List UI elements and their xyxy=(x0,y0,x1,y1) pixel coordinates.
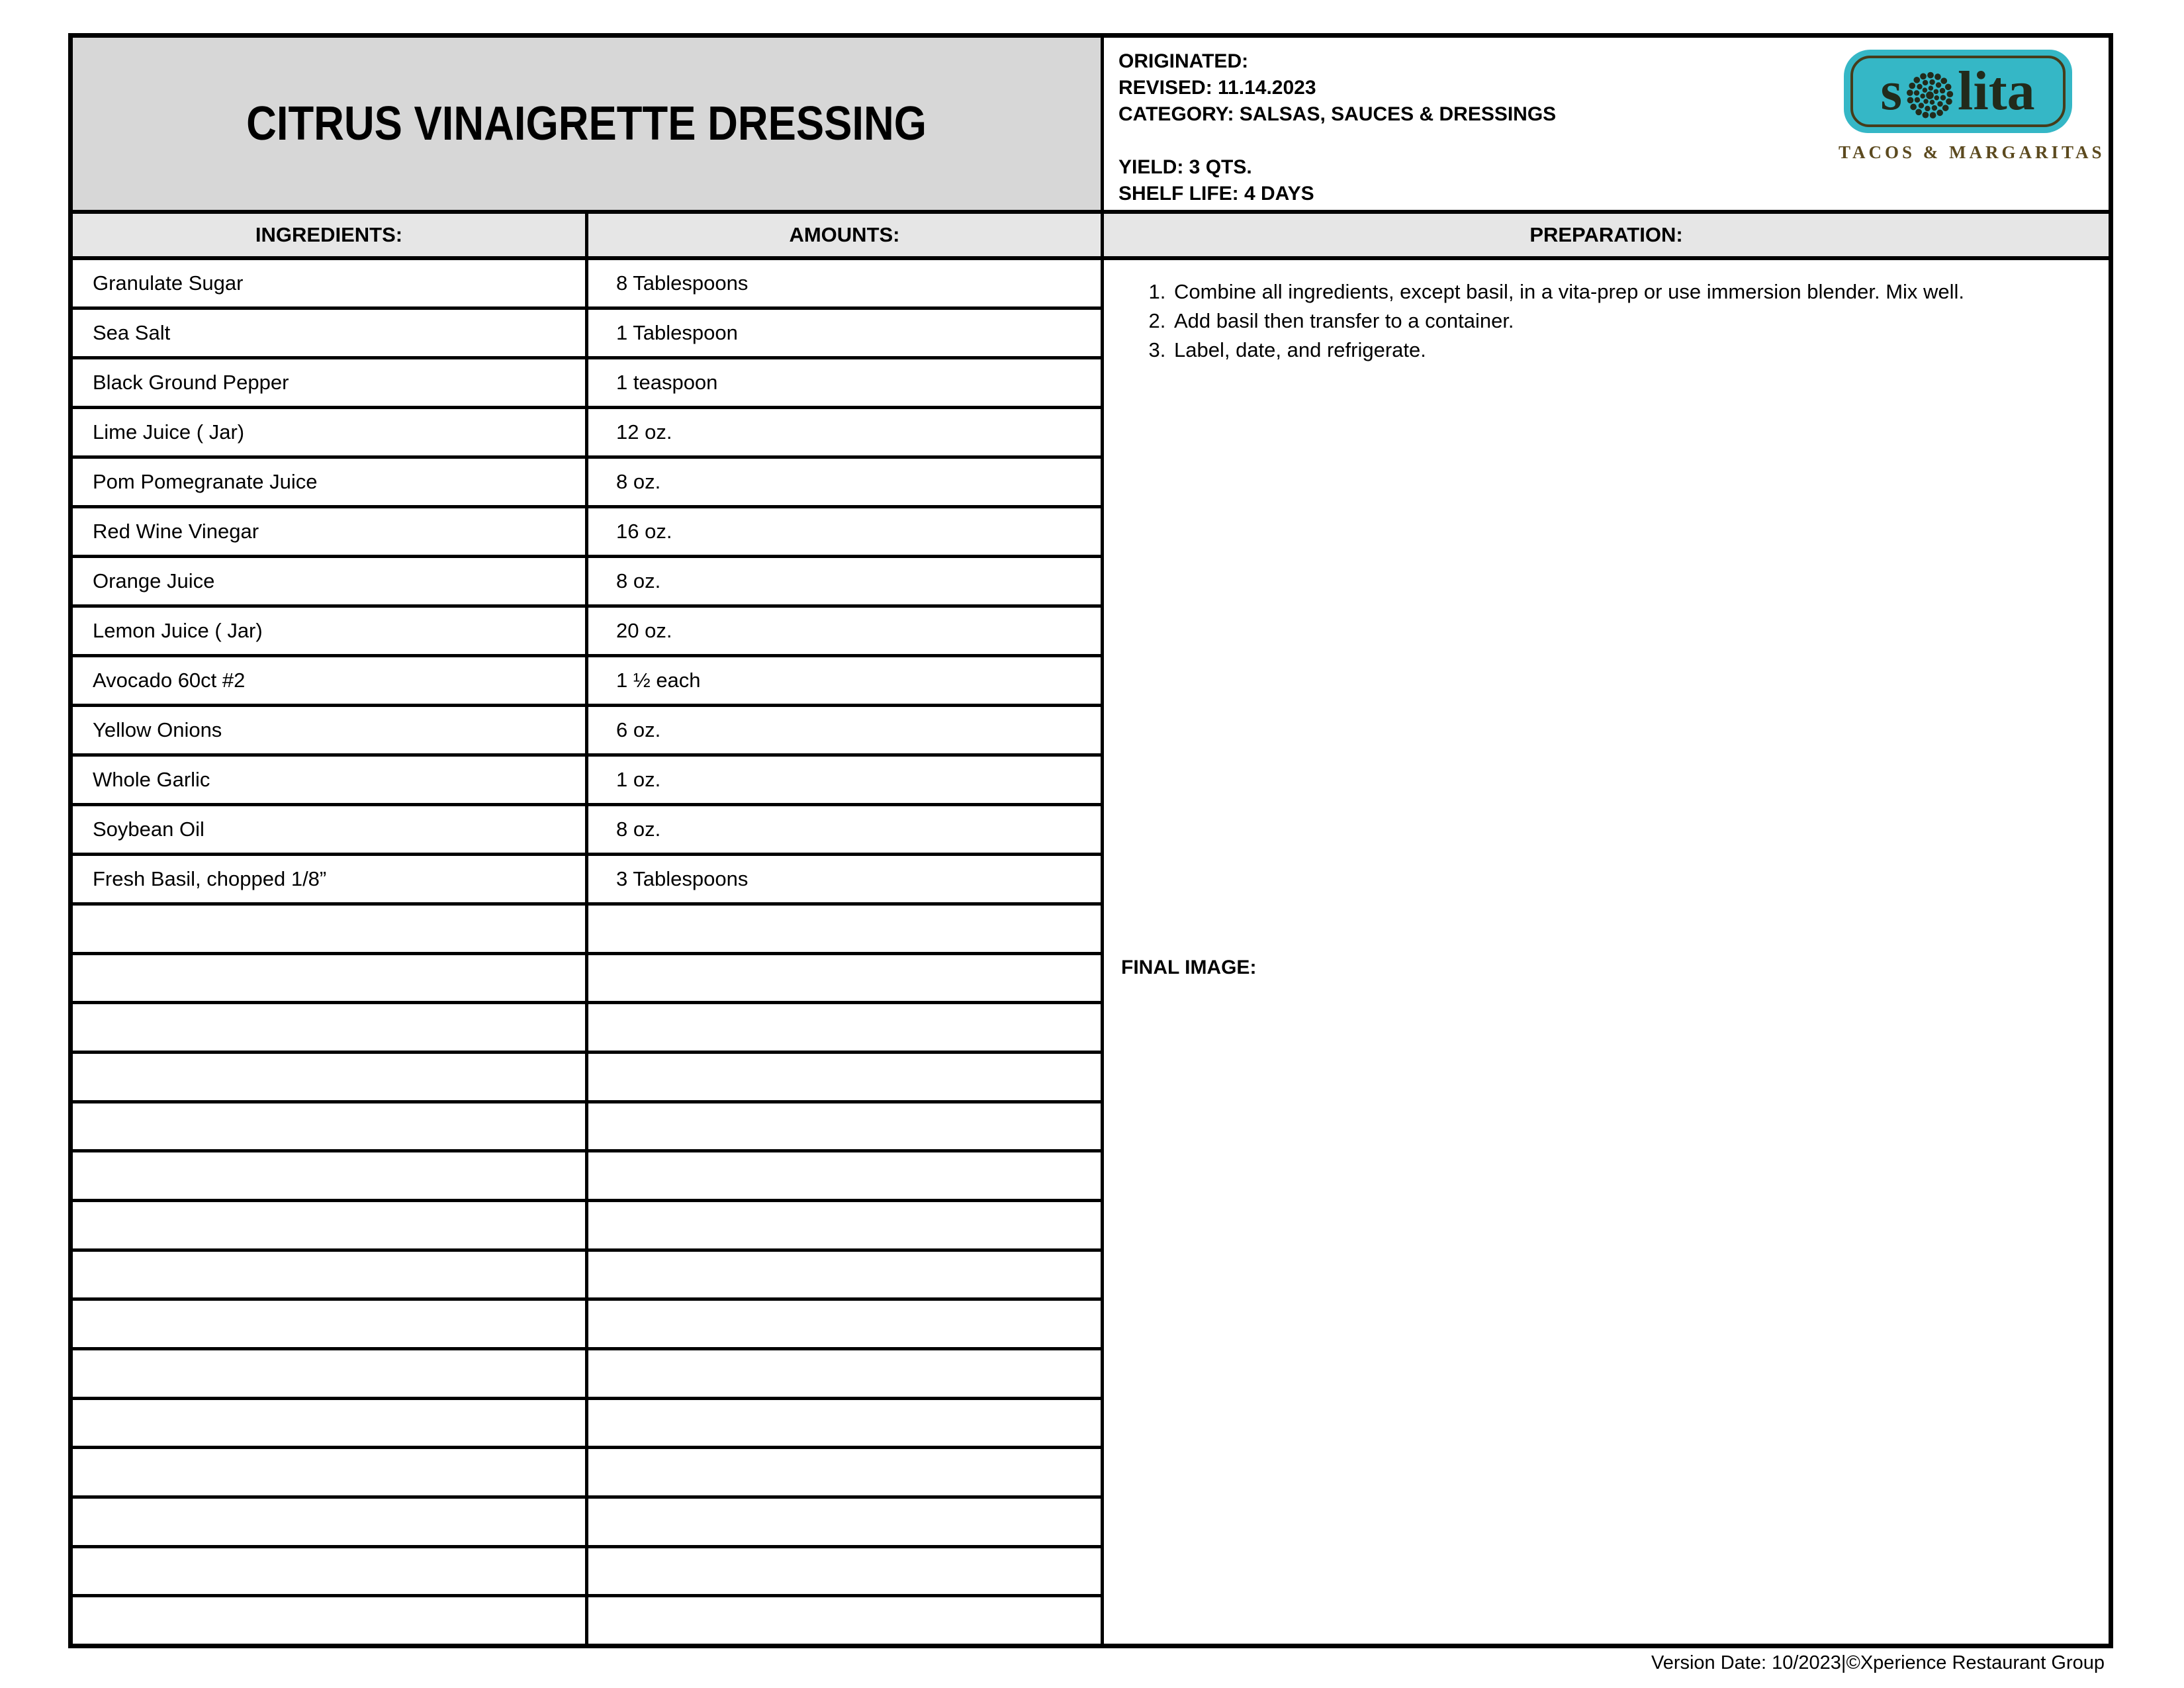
amount-cell: 8 oz. xyxy=(616,569,661,592)
meta-block xyxy=(1118,48,1556,207)
amounts-header: AMOUNTS: xyxy=(789,223,900,246)
ingredient-cell xyxy=(73,1548,588,1595)
amount-cell: 8 oz. xyxy=(616,818,661,841)
amount-cell: 3 Tablespoons xyxy=(616,867,749,890)
amount-cell xyxy=(588,1499,1101,1545)
empty-table-row xyxy=(73,1597,1101,1644)
table-row xyxy=(73,608,1101,657)
empty-table-row xyxy=(73,1054,1101,1103)
empty-table-row xyxy=(73,906,1101,955)
recipe-sheet xyxy=(68,33,2113,1648)
ingredient-cell: Black Ground Pepper xyxy=(73,359,588,406)
preparation-step: 2. Add basil then transfer to a container. xyxy=(1171,306,2109,336)
ingredient-cell xyxy=(73,1350,588,1397)
meta-line-category: CATEGORY: SALSAS, SAUCES & DRESSINGS xyxy=(1118,103,1557,125)
ingredient-cell xyxy=(73,1252,588,1298)
empty-table-row xyxy=(73,1350,1101,1400)
ingredient-cell xyxy=(73,1054,588,1100)
final-image-label: FINAL IMAGE: xyxy=(1121,957,1257,978)
table-row xyxy=(73,657,1101,707)
amount-cell xyxy=(588,1301,1101,1347)
amount-cell xyxy=(588,1548,1101,1595)
amount-cell: 8 Tablespoons xyxy=(616,271,749,295)
amount-cell: 1 oz. xyxy=(616,768,661,791)
right-column xyxy=(1104,38,2109,1644)
meta-line-originated: ORIGINATED: xyxy=(1118,50,1249,72)
empty-table-row xyxy=(73,1103,1101,1153)
empty-table-row xyxy=(73,1548,1101,1598)
ingredient-cell: Granulate Sugar xyxy=(73,260,588,306)
table-row xyxy=(73,409,1101,459)
ingredient-cell: Lemon Juice ( Jar) xyxy=(73,608,588,654)
ingredient-cell xyxy=(73,955,588,1002)
ingredient-cell: Yellow Onions xyxy=(73,707,588,753)
amount-cell xyxy=(588,906,1101,952)
left-column xyxy=(73,38,1104,1644)
ingredient-cell: Red Wine Vinegar xyxy=(73,508,588,555)
ingredient-cell: Avocado 60ct #2 xyxy=(73,657,588,704)
preparation-header: PREPARATION: xyxy=(1104,214,2109,260)
amount-cell xyxy=(588,1054,1101,1100)
table-row xyxy=(73,459,1101,508)
amount-cell: 1 ½ each xyxy=(616,669,701,692)
empty-table-row xyxy=(73,1400,1101,1450)
amount-cell: 12 oz. xyxy=(616,420,672,444)
ingredient-cell: Whole Garlic xyxy=(73,757,588,803)
preparation-body xyxy=(1104,260,2109,1644)
meta-line-shelf-life: SHELF LIFE: 4 DAYS xyxy=(1118,183,1314,205)
table-row xyxy=(73,260,1101,310)
amount-cell: 1 Tablespoon xyxy=(616,321,738,344)
amount-cell xyxy=(588,1252,1101,1298)
amount-cell xyxy=(588,1597,1101,1644)
ingredients-rows xyxy=(73,260,1101,1644)
ingredient-cell xyxy=(73,906,588,952)
table-row xyxy=(73,806,1101,856)
empty-table-row xyxy=(73,1252,1101,1301)
sunburst-o-icon xyxy=(1904,70,1956,121)
empty-table-row xyxy=(73,955,1101,1005)
amount-cell xyxy=(588,1202,1101,1248)
preparation-step: 3. Label, date, and refrigerate. xyxy=(1171,336,2109,365)
amount-cell xyxy=(588,1350,1101,1397)
table-row xyxy=(73,310,1101,359)
preparation-steps xyxy=(1104,277,2109,365)
amount-cell: 6 oz. xyxy=(616,718,661,741)
ingredient-cell xyxy=(73,1499,588,1545)
ingredient-cell: Pom Pomegranate Juice xyxy=(73,459,588,505)
ingredients-header: INGREDIENTS: xyxy=(73,214,588,256)
footer-text: Version Date: 10/2023|©Xperience Restaurant Group xyxy=(1651,1652,2105,1673)
ingredient-cell: Soybean Oil xyxy=(73,806,588,853)
page-title: CITRUS VINAIGRETTE DRESSING xyxy=(246,97,927,150)
ingredient-cell: Sea Salt xyxy=(73,310,588,356)
logo-badge xyxy=(1844,50,2072,133)
empty-table-row xyxy=(73,1152,1101,1202)
ingredient-cell xyxy=(73,1004,588,1051)
table-row xyxy=(73,707,1101,757)
column-headers xyxy=(73,214,1101,260)
amount-cell: 20 oz. xyxy=(616,619,672,642)
preparation-step: 1. Combine all ingredients, except basil, in a vita-prep or use immersion blender. Mix well. xyxy=(1171,277,2109,306)
amount-cell xyxy=(588,1152,1101,1199)
ingredient-cell xyxy=(73,1202,588,1248)
logo xyxy=(1839,50,2105,163)
table-row xyxy=(73,757,1101,806)
amount-cell xyxy=(588,955,1101,1002)
logo-wordmark xyxy=(1844,50,2072,133)
logo-wordmark-suffix: lita xyxy=(1958,60,2035,122)
empty-table-row xyxy=(73,1499,1101,1548)
ingredient-cell: Lime Juice ( Jar) xyxy=(73,409,588,455)
empty-table-row xyxy=(73,1004,1101,1054)
amount-cell: 1 teaspoon xyxy=(616,371,718,394)
ingredient-cell: Fresh Basil, chopped 1/8” xyxy=(73,856,588,902)
ingredient-cell xyxy=(73,1103,588,1150)
amount-cell xyxy=(588,1400,1101,1446)
table-row xyxy=(73,558,1101,608)
ingredient-cell xyxy=(73,1301,588,1347)
info-box xyxy=(1104,38,2109,214)
amount-cell: 8 oz. xyxy=(616,470,661,493)
meta-line-revised: REVISED: 11.14.2023 xyxy=(1118,77,1316,99)
amount-cell xyxy=(588,1449,1101,1495)
table-row xyxy=(73,508,1101,558)
ingredient-cell: Orange Juice xyxy=(73,558,588,604)
ingredient-cell xyxy=(73,1152,588,1199)
logo-wordmark-prefix: s xyxy=(1880,60,1903,122)
ingredient-cell xyxy=(73,1597,588,1644)
ingredient-cell xyxy=(73,1449,588,1495)
empty-table-row xyxy=(73,1202,1101,1252)
empty-table-row xyxy=(73,1449,1101,1499)
ingredient-cell xyxy=(73,1400,588,1446)
table-row xyxy=(73,359,1101,409)
logo-tagline: TACOS & MARGARITAS xyxy=(1839,142,2105,162)
table-row xyxy=(73,856,1101,906)
amount-cell xyxy=(588,1103,1101,1150)
amount-cell xyxy=(588,1004,1101,1051)
amount-cell: 16 oz. xyxy=(616,520,672,543)
title-box xyxy=(73,38,1101,214)
empty-table-row xyxy=(73,1301,1101,1350)
meta-line-yield: YIELD: 3 QTS. xyxy=(1118,156,1252,178)
